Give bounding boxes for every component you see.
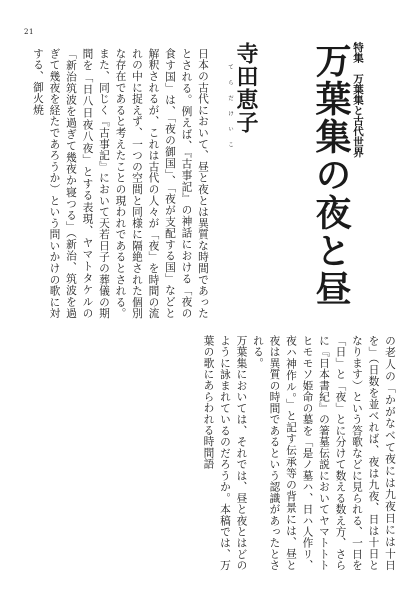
body-paragraph: の老人の「かがなべて夜には九夜日には十日を」（日数を並べれば、夜は九夜、日は十日となります）という答歌などに見られる、一日を「日」と「夜」とに分けて数える数え方、さらに『日本書紀』の箸墓伝説においてヤマトトトヒモモソ姫命の墓を「是ノ墓ハ、日ハ人作リ、夜ハ神作ル。」と記す伝承等の背景には、昼と夜は異質の時間であるという認識があったとされる。 [252, 335, 397, 571]
body-paragraph: 日本の古代において、昼と夜とは異質な時間であったとされる。例えば、『古事記』の神話における「夜の食す国」は、「夜の御国」、「夜が支配する国」などと解釈されるが、これは古代の人々が「夜」を時間の流れの中に捉えず、一つの空間と同様に隔絶された個別な存在であると考えたことの現われであるとされる。また、同じく『古事記』において天若日子の葬儀の期間を「日八日夜八夜」とする表現、ヤマトタケルの「新治筑波を過ぎて幾夜か寝つる」（新治、筑波を過ぎて幾夜を経たであろうか）という問いかけの歌に対する、御火焼 [32, 48, 210, 319]
author-ruby: てらだけいこ [227, 64, 233, 157]
author-name: 寺田恵子 [233, 42, 259, 134]
body-lower-section [8, 335, 398, 571]
body-paragraph: 万葉集においては、それでは、昼と夜とはどのように詠まれているのだろうか。本稿では、万葉の歌にあらわれる時間語 [202, 335, 249, 571]
feature-label: 特集 万葉集と古代世界 [352, 42, 364, 158]
body-upper-section [11, 48, 211, 319]
page-number: 21 [24, 28, 34, 36]
article-title: 万葉集の夜と昼 [310, 42, 352, 308]
